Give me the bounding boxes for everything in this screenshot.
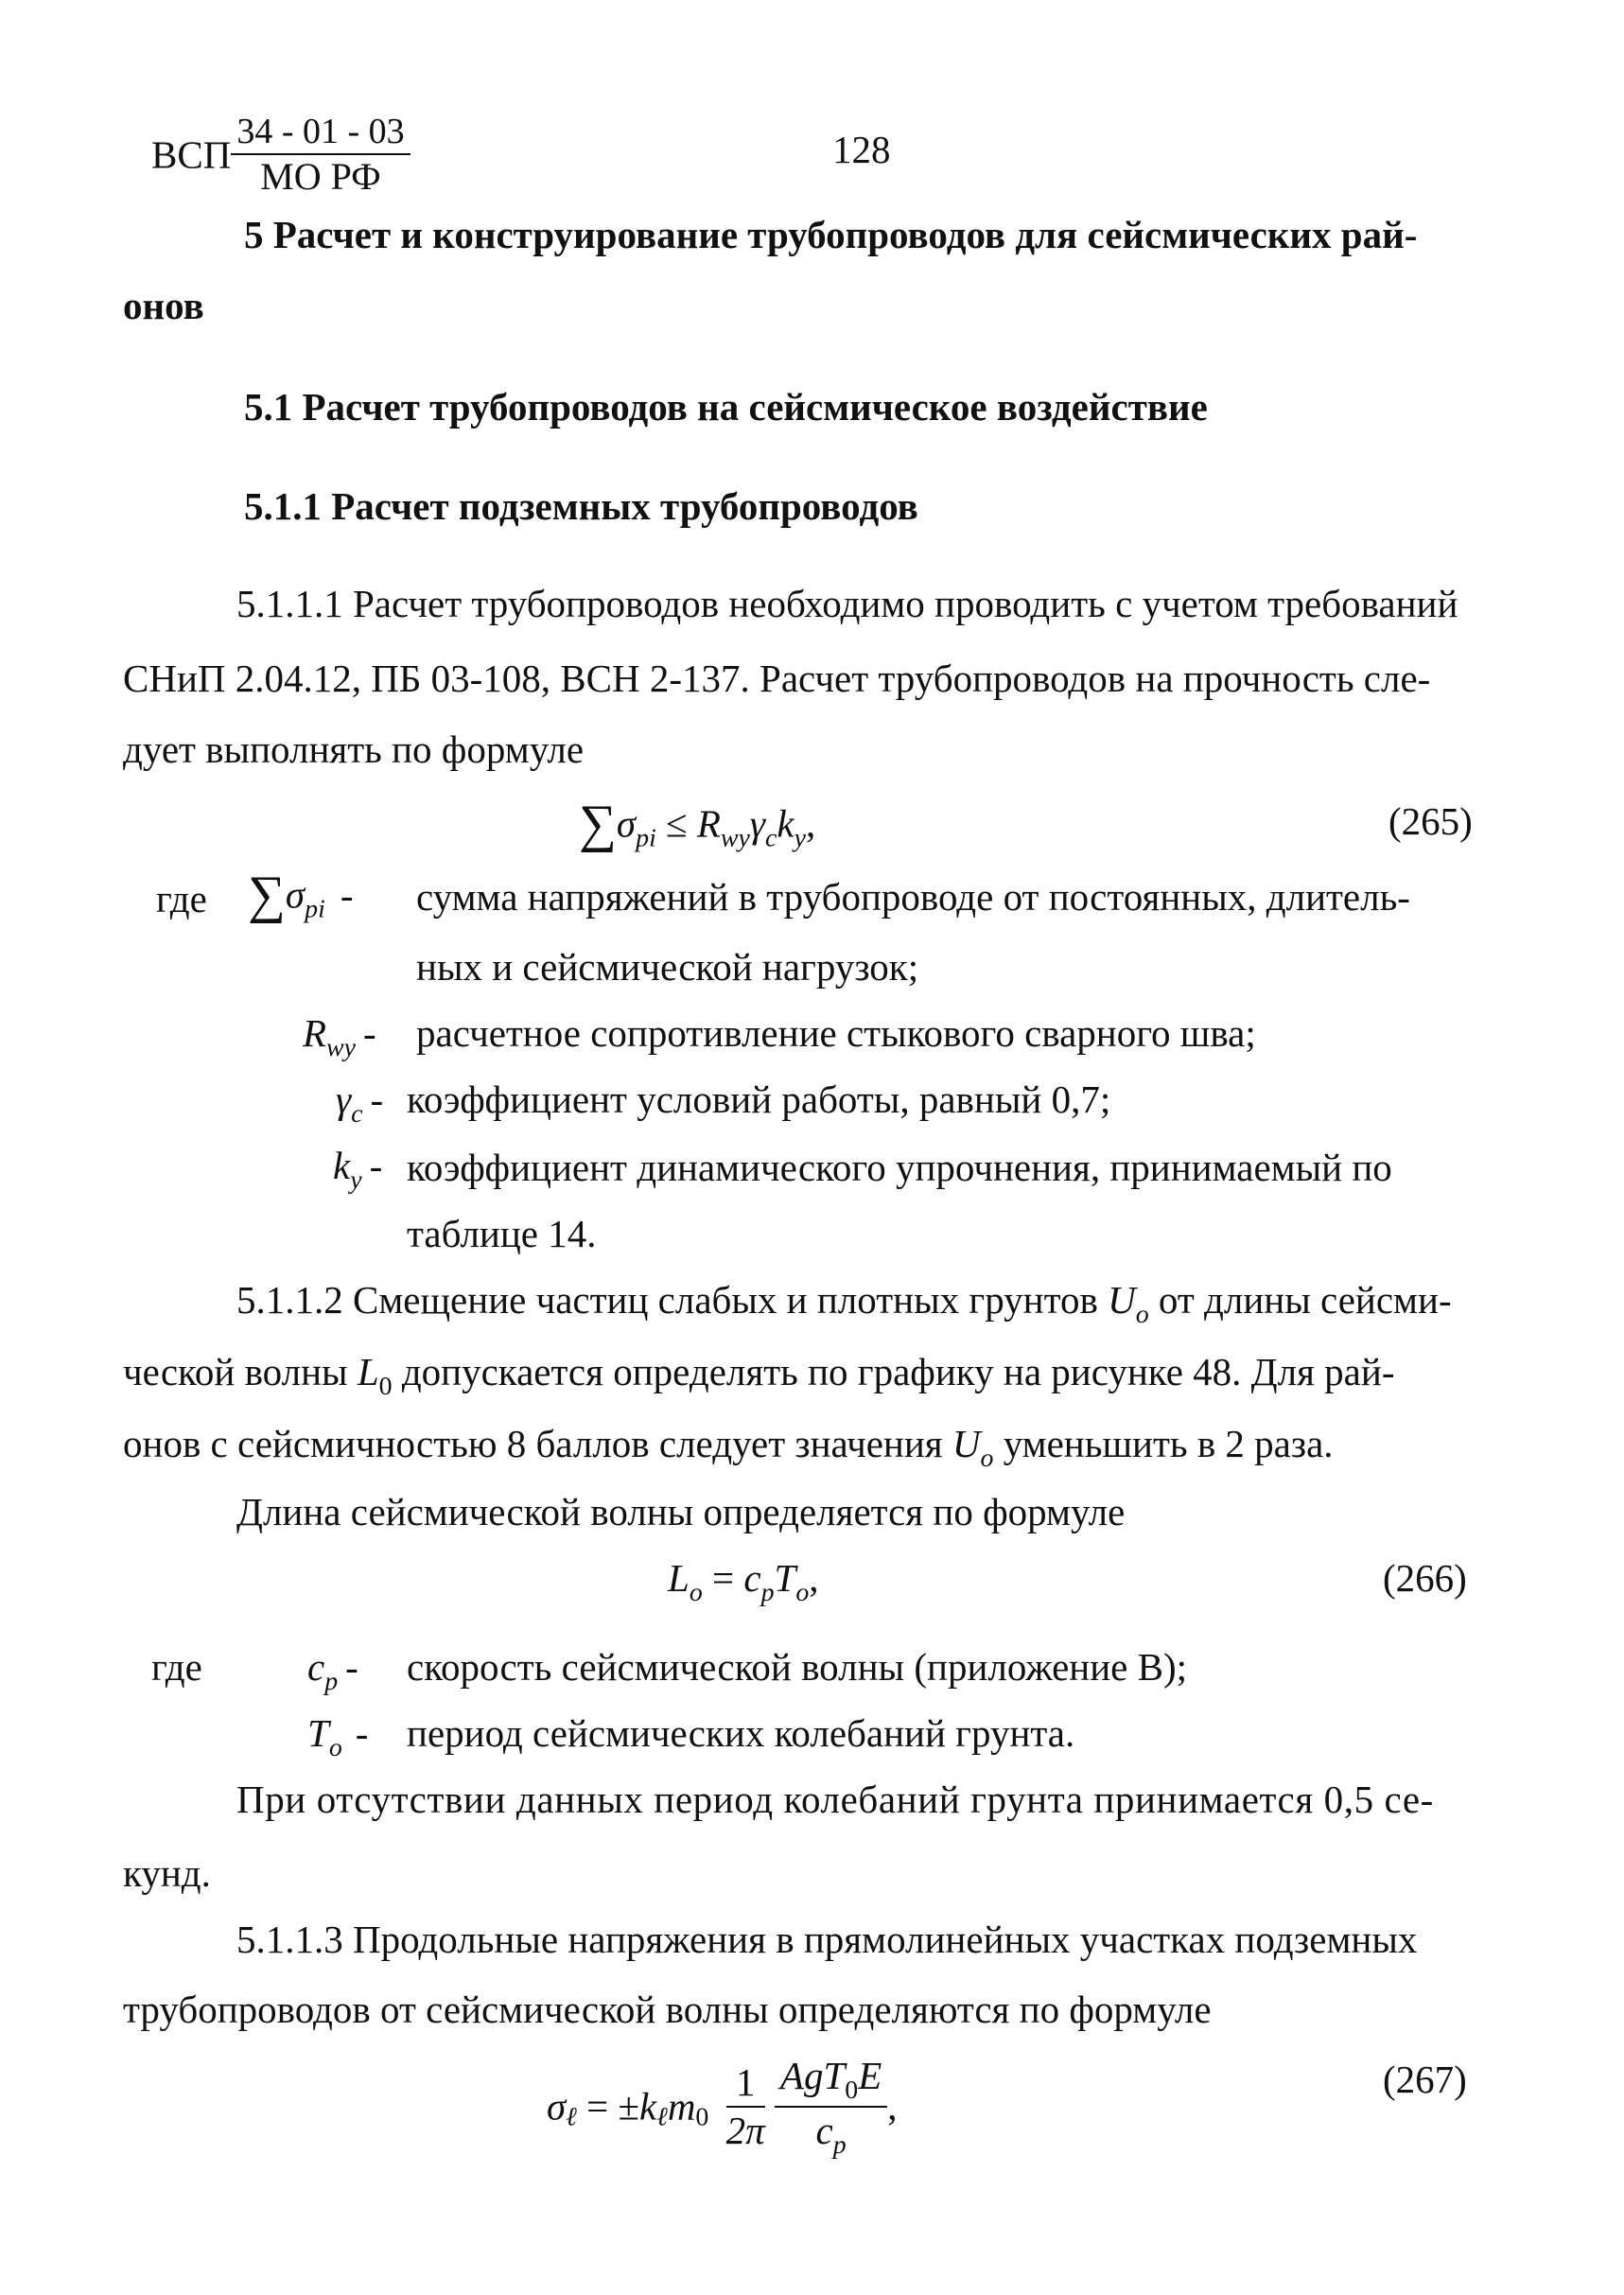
section-5-heading-line1: 5 Расчет и конструирование трубопроводов для сейсмических рай- <box>244 213 1418 256</box>
gamma-c-symbol: $\gamma_c$ - <box>336 1077 384 1129</box>
formula-267-number: (267) <box>1383 2058 1467 2101</box>
paragraph-absent-line2: кунд. <box>123 1851 211 1895</box>
paragraph-5-1-1-3-line2: трубопроводов от сейсмической волны определяются по формуле <box>123 1988 1212 2031</box>
paragraph-5-1-1-2-line2: ческой волны $L_0$ допускается определять по графику на рисунке 48. Для рай- <box>123 1350 1395 1401</box>
formula-267: $\sigma_\ell = \pm k_\ell m_0$ $\frac{1}{2\pi}$ $\frac{AgT_0E}{c_p}$ , <box>547 2054 898 2160</box>
document-code-fraction <box>231 112 410 199</box>
section-5-1-1-heading: 5.1.1 Расчет подземных трубопроводов <box>244 484 918 528</box>
formula-267-fraction-1: $\frac{1}{2\pi}$ <box>725 2060 765 2153</box>
paragraph-absent-line1: При отсутствии данных период колебаний грунта принимается 0,5 се- <box>236 1778 1434 1821</box>
sigma-pi-symbol: $\sum\sigma_{pi}$ - <box>248 866 354 924</box>
gamma-desc: коэффициент условий работы, равный 0,7; <box>407 1077 1111 1121</box>
formula-266-number: (266) <box>1383 1556 1467 1600</box>
paragraph-5-1-1-2-line1: 5.1.1.2 Смещение частиц слабых и плотных грунтов $U_o$ от длины сейсми- <box>236 1278 1452 1329</box>
document-code-prefix: ВСП <box>151 132 232 177</box>
formula-265: $\sum\sigma_{pi} \le R_{wy}\gamma_ck_y$, <box>579 795 816 853</box>
cp-symbol: $c_p$ - <box>307 1645 358 1696</box>
rwy-desc: расчетное сопротивление стыкового сварного шва; <box>416 1011 1256 1055</box>
cp-desc: скорость сейсмической волны (приложение В); <box>407 1645 1188 1689</box>
paragraph-5-1-1-1-line3: дует выполнять по формуле <box>123 727 585 771</box>
formula-267-fraction-2: $\frac{AgT_0E}{c_p}$ <box>775 2053 887 2161</box>
rwy-symbol: $R_{wy}$ - <box>303 1011 376 1062</box>
formula-266: $L_o = c_pT_o$, <box>668 1556 819 1607</box>
paragraph-5-1-1-1-line1: 5.1.1.1 Расчет трубопроводов необходимо проводить с учетом требований <box>236 582 1458 625</box>
to-symbol: $T_o$ - <box>307 1711 369 1762</box>
sigma-desc-line2: ных и сейсмической нагрузок; <box>416 945 919 989</box>
where-label: где <box>156 877 207 920</box>
formula-265-number: (265) <box>1388 799 1473 843</box>
where-label-2: где <box>151 1645 202 1689</box>
ky-desc-line2: таблице 14. <box>407 1212 597 1255</box>
document-code-denominator: МО РФ <box>260 154 381 198</box>
document-code-numerator: 34 - 01 - 03 <box>231 112 410 155</box>
paragraph-5-1-1-3-line1: 5.1.1.3 Продольные напряжения в прямолинейных участках подземных <box>236 1918 1418 1961</box>
section-5-1-heading: 5.1 Расчет трубопроводов на сейсмическое воздействие <box>244 385 1208 429</box>
paragraph-5-1-1-2-line4: Длина сейсмической волны определяется по формуле <box>236 1490 1126 1533</box>
document-code <box>151 112 410 199</box>
ky-symbol: $k_y$ - <box>333 1144 383 1195</box>
sum-symbol: ∑ <box>579 795 617 853</box>
paragraph-5-1-1-2-line3: онов с сейсмичностью 8 баллов следует значения $U_o$ уменьшить в 2 раза. <box>123 1422 1334 1473</box>
to-desc: период сейсмических колебаний грунта. <box>407 1711 1075 1755</box>
paragraph-5-1-1-1-line2: СНиП 2.04.12, ПБ 03-108, ВСН 2-137. Расчет трубопроводов на прочность сле- <box>123 657 1431 700</box>
sigma-desc-line1: сумма напряжений в трубопроводе от постоянных, длитель- <box>416 875 1410 919</box>
page-number: 128 <box>832 128 891 171</box>
section-5-heading-line2: онов <box>123 284 204 327</box>
ky-desc-line1: коэффициент динамического упрочнения, принимаемый по <box>407 1146 1392 1189</box>
